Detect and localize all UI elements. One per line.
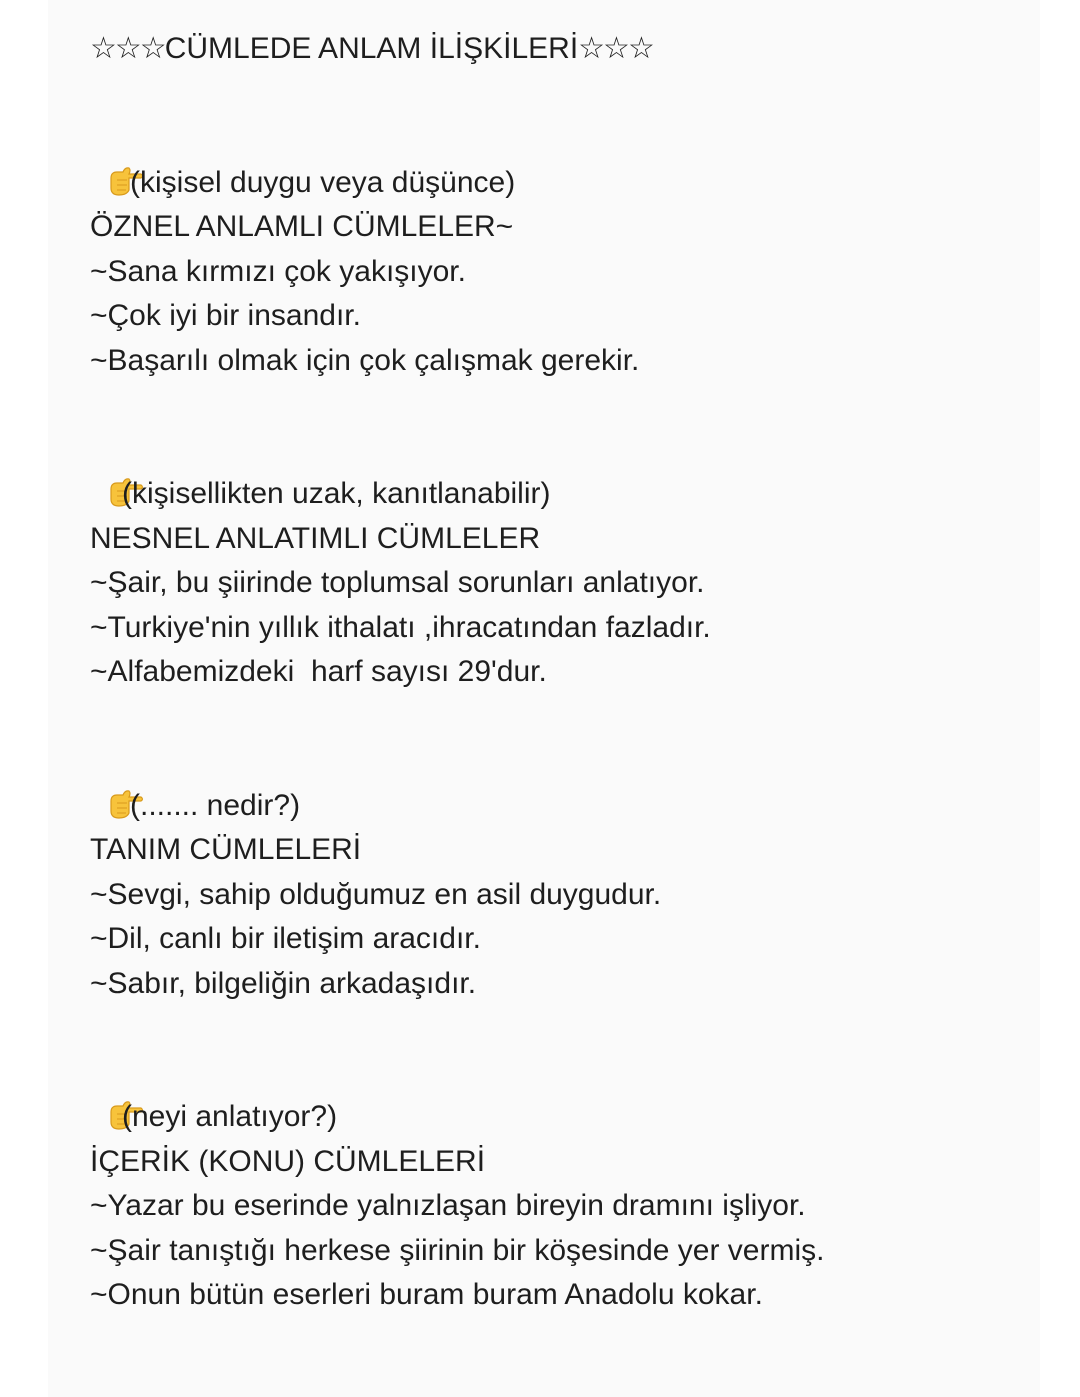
example-sentence: ~Alfabemizdeki harf sayısı 29'dur. <box>90 655 547 688</box>
section-note: (kişisel duygu veya düşünce) <box>130 165 516 199</box>
example-sentence: ~Sevgi, sahip olduğumuz en asil duygudur. <box>90 877 662 911</box>
example-sentence: ~Şair tanıştığı herkese şiirinin bir köşesinde yer vermiş. <box>90 1233 825 1267</box>
note-title <box>90 27 824 72</box>
section-heading-text: NESNEL ANLATIMLI CÜMLELER <box>90 521 541 555</box>
example-sentence: ~Çok iyi bir insandır. <box>90 299 361 332</box>
example-sentence: ~Turkiye'nin yıllık ithalatı ,ihracatından fazladır. <box>90 610 711 644</box>
section-note: (kişisellikten uzak, kanıtlanabilir) <box>122 477 551 510</box>
section-heading-text: İÇERİK (KONU) CÜMLELERİ <box>90 1144 486 1178</box>
stars-left-icon: ☆☆☆ <box>90 32 165 65</box>
section-note: (neyi anlatıyor?) <box>122 1100 338 1133</box>
section-heading-text: ÖZNEL ANLAMLI CÜMLELER~ <box>90 210 514 243</box>
example-sentence: ~Dil, canlı bir iletişim aracıdır. <box>90 922 481 955</box>
section-heading-text: TANIM CÜMLELERİ <box>90 833 362 866</box>
example-sentence: ~Yazar bu eserinde yalnızlaşan bireyin dramını işliyor. <box>90 1189 806 1222</box>
note-content <box>90 27 824 1362</box>
example-sentence: ~Onun bütün eserleri buram buram Anadolu kokar. <box>90 1278 763 1311</box>
example-sentence: ~Başarılı olmak için çok çalışmak gerekir. <box>90 343 640 377</box>
title-text: CÜMLEDE ANLAM İLİŞKİLERİ <box>164 32 579 65</box>
section-note: (....... nedir?) <box>130 788 301 822</box>
stars-right-icon: ☆☆☆ <box>578 32 653 65</box>
example-sentence: ~Sabır, bilgeliğin arkadaşıdır. <box>90 966 477 1000</box>
example-sentence: ~Şair, bu şiirinde toplumsal sorunları anlatıyor. <box>90 566 705 599</box>
example-sentence: ~Sana kırmızı çok yakışıyor. <box>90 254 466 288</box>
